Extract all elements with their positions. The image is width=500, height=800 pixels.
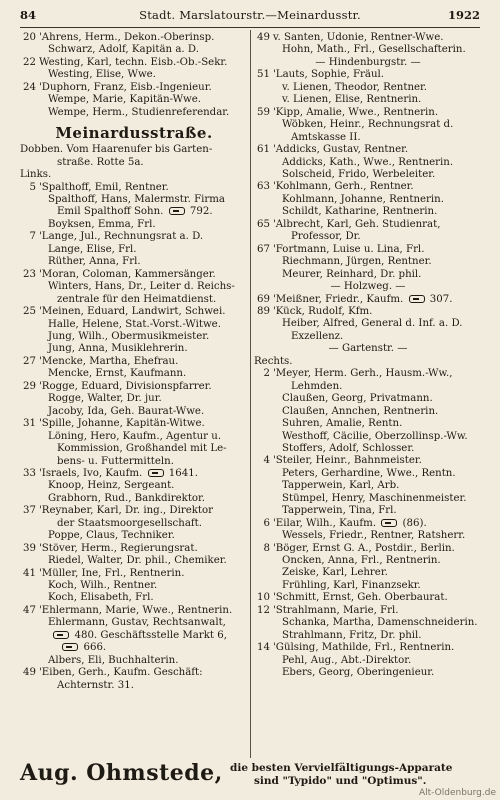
entry-text: v. Lienen, Theodor, Rentner. (282, 81, 428, 93)
house-number: 61 (257, 144, 270, 156)
directory-entry (20, 480, 248, 492)
entry-text: zentrale für den Heimatdienst. (57, 293, 217, 305)
telephone-icon (53, 631, 69, 639)
directory-entry (20, 169, 248, 181)
house-number: 49 (257, 32, 270, 43)
entry-text: Stümpel, Henry, Maschinenmeister. (282, 492, 467, 504)
phone-number: 1641. (165, 467, 198, 479)
entry-text: Poppe, Claus, Techniker. (48, 530, 175, 542)
directory-entry (20, 206, 248, 218)
entry-text: 'Spalthoff, Emil, Rentner. (39, 181, 169, 193)
directory-entry (20, 44, 248, 56)
entry-text: Halle, Helene, Stat.-Vorst.-Witwe. (48, 318, 221, 330)
header-rule (20, 27, 480, 28)
directory-entry (254, 567, 482, 579)
ad-company-name: Aug. Ohmstede, (20, 760, 223, 786)
entry-text: 'Steiler, Heinr., Bahnmeister. (273, 455, 422, 467)
directory-entry (20, 194, 248, 206)
phone-number: 480. (71, 629, 98, 641)
ad-line-1: die besten Vervielfältigungs-Apparate (230, 762, 453, 774)
directory-entry (254, 331, 482, 343)
entry-text: 'Moran, Coloman, Kammersänger. (39, 268, 216, 280)
page-title: Stadt. Marslatourstr.—Meinardusstr. (139, 8, 361, 22)
directory-entry (254, 455, 482, 467)
directory-entry (254, 580, 482, 592)
house-number: 67 (257, 243, 270, 255)
directory-entry (254, 368, 482, 380)
entry-text: Wempe, Herm., Studienreferendar. (48, 106, 230, 118)
entry-text: 'Lauts, Sophie, Fräul. (273, 69, 385, 81)
directory-entry (20, 306, 248, 318)
directory-entry (20, 319, 248, 331)
house-number: 10 (257, 592, 270, 604)
directory-entry (20, 493, 248, 505)
house-number: 27 (23, 355, 36, 367)
directory-entry (254, 642, 482, 654)
entry-text: Schildt, Katharine, Rentnerin. (282, 206, 438, 218)
house-number: 24 (23, 81, 36, 93)
entry-text: Claußen, Annchen, Rentnerin. (282, 405, 439, 417)
house-number: 12 (257, 604, 270, 616)
entry-text: Albers, Eli, Buchhalterin. (48, 654, 179, 666)
directory-entry (20, 468, 248, 480)
entry-text: Dobben. Vom Haarenufer bis Garten- (20, 144, 213, 156)
directory-entry (20, 667, 248, 679)
house-number: 37 (23, 505, 36, 517)
directory-entry (254, 406, 482, 418)
house-number: 69 (257, 293, 270, 305)
directory-entry (254, 157, 482, 169)
directory-entry (254, 480, 482, 492)
cross-street: — Holzweg. — (330, 281, 406, 293)
directory-entry (20, 418, 248, 430)
directory-entry (254, 318, 482, 330)
directory-entry (254, 443, 482, 455)
entry-text: 'Addicks, Gustav, Rentner. (273, 144, 409, 156)
right-column (254, 32, 482, 680)
directory-entry (254, 630, 482, 642)
directory-entry (254, 256, 482, 268)
directory-entry (20, 555, 248, 567)
entry-text: Addicks, Kath., Wwe., Rentnerin. (282, 156, 454, 168)
entry-text: 'Fortmann, Luise u. Lina, Frl. (273, 243, 425, 255)
directory-entry (254, 543, 482, 555)
entry-text: Oncken, Anna, Frl., Rentnerin. (282, 555, 441, 567)
directory-entry (254, 269, 482, 281)
directory-entry (20, 505, 248, 517)
column-divider (250, 30, 251, 758)
entry-text: Claußen, Georg, Privatmann. (282, 393, 433, 405)
entry-text: straße. Rotte 5a. (57, 156, 144, 168)
directory-entry (254, 32, 482, 44)
entry-text: Lange, Elise, Frl. (48, 243, 137, 255)
entry-text-continued: Geschäftsstelle Markt 6, (97, 629, 227, 641)
directory-entry (254, 69, 482, 81)
directory-entry (20, 256, 248, 268)
ad-line-2: sind "Typido" und "Optimus". (254, 775, 427, 787)
directory-entry (254, 219, 482, 231)
directory-entry (254, 393, 482, 405)
cross-street: — Gartenstr. — (328, 343, 408, 355)
telephone-icon (62, 643, 78, 651)
entry-text: Frühling, Karl, Finanzsekr. (282, 579, 421, 591)
entry-text: 'Schmitt, Ernst, Geh. Oberbaurat. (273, 592, 448, 604)
entry-text: Mencke, Ernst, Kaufmann. (48, 368, 187, 380)
entry-text: Peters, Gerhardine, Wwe., Rentn. (282, 467, 456, 479)
entry-text: Rüther, Anna, Frl. (48, 256, 141, 268)
entry-text: Grabhorn, Rud., Bankdirektor. (48, 492, 206, 504)
entry-text: Rechts. (254, 355, 293, 367)
entry-text: Wempe, Marie, Kapitän-Wwe. (48, 94, 202, 106)
entry-text: Ehlermann, Gustav, Rechtsanwalt, (48, 617, 226, 629)
directory-entry (20, 107, 248, 119)
directory-entry (20, 368, 248, 380)
directory-entry (254, 94, 482, 106)
house-number: 63 (257, 181, 270, 193)
directory-entry (254, 605, 482, 617)
directory-entry (20, 630, 248, 642)
directory-entry (254, 107, 482, 119)
directory-entry (254, 418, 482, 430)
entry-text: 'Israels, Ivo, Kaufm. (39, 467, 143, 479)
entry-text: der Staatsmoorgesellschaft. (57, 517, 202, 529)
directory-entry (254, 505, 482, 517)
entry-text: 'Meinen, Eduard, Landwirt, Schwei. (39, 306, 226, 318)
entry-text: Rogge, Walter, Dr. jur. (48, 393, 162, 405)
ad-text (230, 762, 452, 788)
telephone-icon (169, 207, 185, 215)
entry-text: 'Kohlmann, Gerh., Rentner. (273, 181, 414, 193)
house-number: 20 (23, 32, 36, 43)
entry-text: Professor, Dr. (291, 231, 361, 243)
entry-text: Zeiske, Karl, Lehrer. (282, 567, 388, 579)
directory-entry (254, 667, 482, 679)
directory-entry (254, 231, 482, 243)
entry-text: 'Stöver, Herm., Regierungsrat. (39, 542, 198, 554)
entry-text: Koch, Elisabeth, Frl. (48, 592, 154, 604)
directory-entry (254, 294, 482, 306)
entry-text: 'Reynaber, Karl, Dr. ing., Direktor (39, 505, 214, 517)
entry-text: Westing, Karl, techn. Eisb.-Ob.-Sekr. (39, 56, 228, 68)
directory-entry (20, 69, 248, 81)
directory-entry (254, 381, 482, 393)
watermark: Alt-Oldenburg.de (418, 788, 496, 798)
directory-entry (20, 680, 248, 692)
entry-text: 'Müller, Ine, Frl., Rentnerin. (39, 567, 185, 579)
directory-entry (20, 294, 248, 306)
entry-text: 'Eiben, Gerh., Kaufm. Geschäft: (39, 667, 203, 679)
entry-text: Jung, Anna, Musiklehrerin. (48, 343, 188, 355)
entry-text: Boyksen, Emma, Frl. (48, 218, 156, 230)
directory-entry (20, 393, 248, 405)
entry-text: Kohlmann, Johanne, Rentnerin. (282, 193, 444, 205)
directory-entry (20, 231, 248, 243)
house-number: 51 (257, 69, 270, 81)
entry-text: v. Lienen, Elise, Rentnerin. (282, 94, 422, 106)
entry-text: Strahlmann, Fritz, Dr. phil. (282, 629, 422, 641)
directory-entry (254, 82, 482, 94)
directory-entry (254, 132, 482, 144)
directory-entry (20, 580, 248, 592)
directory-entry (20, 343, 248, 355)
directory-entry (20, 219, 248, 231)
house-number: 2 (263, 368, 270, 380)
directory-entry (20, 443, 248, 455)
entry-text: Wöbken, Heinr., Rechnungsrat d. (282, 119, 454, 131)
house-number: 23 (23, 268, 36, 280)
house-number: 49 (23, 667, 36, 679)
phone-number: (86). (399, 517, 427, 529)
directory-entry (254, 181, 482, 193)
entry-text: Links. (20, 169, 52, 181)
directory-entry (20, 592, 248, 604)
directory-entry (20, 182, 248, 194)
entry-text: Heiber, Alfred, General d. Inf. a. D. (282, 318, 463, 330)
entry-text: Westing, Elise, Wwe. (48, 69, 156, 81)
entry-text: 'Kipp, Amalie, Wwe., Rentnerin. (273, 106, 439, 118)
entry-text: 'Rogge, Eduard, Divisionspfarrer. (39, 380, 212, 392)
directory-entry (20, 605, 248, 617)
phone-number: 307. (426, 293, 453, 305)
entry-text: 'Lange, Jul., Rechnungsrat a. D. (39, 231, 204, 243)
directory-entry (254, 592, 482, 604)
entry-text: Wessels, Friedr., Rentner, Ratsherr. (282, 530, 466, 542)
phone-number: 666. (80, 642, 107, 654)
entry-text: Emil Spalthoff Sohn. (57, 206, 164, 218)
entry-text: 'Albrecht, Karl, Geh. Studienrat, (273, 218, 441, 230)
directory-entry (254, 356, 482, 368)
directory-entry (254, 244, 482, 256)
entry-text: bens- u. Futtermitteln. (57, 455, 174, 467)
directory-entry (254, 169, 482, 181)
entry-text: Meurer, Reinhard, Dr. phil. (282, 268, 422, 280)
house-number: 4 (263, 455, 270, 467)
directory-entry (254, 617, 482, 629)
entry-text: Ebers, Georg, Oberingenieur. (282, 667, 435, 679)
house-number: 47 (23, 604, 36, 616)
directory-entry (254, 555, 482, 567)
entry-text: Knoop, Heinz, Sergeant. (48, 480, 175, 492)
house-number: 41 (23, 567, 36, 579)
telephone-icon (381, 519, 397, 527)
house-number: 7 (29, 231, 36, 243)
entry-text: Spalthoff, Hans, Malermstr. Firma (48, 193, 225, 205)
entry-text: 'Meißner, Friedr., Kaufm. (273, 293, 404, 305)
entry-text: Schanka, Martha, Damenschneiderin. (282, 617, 478, 629)
entry-text: Tapperwein, Tina, Frl. (282, 505, 397, 517)
entry-text: Achternstr. 31. (57, 679, 134, 691)
directory-entry (254, 655, 482, 667)
entry-text: 'Meyer, Herm. Gerh., Hausm.-Ww., (273, 368, 453, 380)
directory-entry (20, 82, 248, 94)
directory-entry (20, 642, 248, 654)
directory-entry (254, 530, 482, 542)
entry-text: Pehl, Aug., Abt.-Direktor. (282, 654, 412, 666)
directory-entry (254, 431, 482, 443)
directory-entry (254, 44, 482, 56)
house-number: 29 (23, 380, 36, 392)
entry-text: 'Mencke, Martha, Ehefrau. (39, 355, 179, 367)
entry-text: 'Gülsing, Mathilde, Frl., Rentnerin. (273, 642, 455, 654)
directory-entry (20, 543, 248, 555)
entry-text: 'Strahlmann, Marie, Frl. (273, 604, 399, 616)
entry-text: Winters, Hans, Dr., Leiter d. Reichs- (48, 281, 235, 293)
entry-text: Lehmden. (291, 380, 343, 392)
entry-text: Suhren, Amalie, Rentn. (282, 418, 403, 430)
directory-entry (20, 406, 248, 418)
directory-entry (20, 57, 248, 69)
telephone-icon (409, 295, 425, 303)
house-number: 5 (29, 181, 36, 193)
page-header (20, 8, 480, 24)
directory-entry (20, 157, 248, 169)
directory-entry (20, 144, 248, 156)
entry-text: Westhoff, Cäcilie, Oberzollinsp.-Ww. (282, 430, 468, 442)
entry-text: Amtskasse II. (291, 131, 361, 143)
directory-entry (254, 468, 482, 480)
house-number: 59 (257, 106, 270, 118)
directory-entry (20, 32, 248, 44)
directory-entry (20, 381, 248, 393)
entry-text: 'Duphorn, Franz, Eisb.-Ingenieur. (39, 81, 212, 93)
entry-text: 'Ahrens, Herm., Dekon.-Oberinsp. (39, 32, 215, 43)
directory-entry (20, 456, 248, 468)
directory-entry (20, 655, 248, 667)
directory-entry (254, 144, 482, 156)
directory-entry (254, 206, 482, 218)
house-number: 65 (257, 218, 270, 230)
entry-text: Jacoby, Ida, Geh. Baurat-Wwe. (48, 405, 205, 417)
directory-entry (20, 94, 248, 106)
house-number: 33 (23, 467, 36, 479)
directory-entry (20, 431, 248, 443)
entry-text: Exzellenz. (291, 330, 344, 342)
directory-entry (20, 281, 248, 293)
entry-text: Solscheid, Frido, Werbeleiter. (282, 168, 436, 180)
house-number: 6 (263, 517, 270, 529)
directory-entry (20, 269, 248, 281)
entry-text: v. Santen, Udonie, Rentner-Wwe. (273, 32, 444, 43)
house-number: 89 (257, 305, 270, 317)
year: 1922 (447, 8, 480, 22)
directory-entry (254, 119, 482, 131)
house-number: 25 (23, 306, 36, 318)
house-number: 14 (257, 642, 270, 654)
directory-entry (254, 194, 482, 206)
entry-text: Riedel, Walter, Dr. phil., Chemiker. (48, 555, 227, 567)
directory-entry (20, 244, 248, 256)
street-heading: Meinardusstraße. (55, 124, 213, 143)
entry-text: Tapperwein, Karl, Arb. (282, 480, 400, 492)
directory-entry (254, 306, 482, 318)
entry-text: 'Ehlermann, Marie, Wwe., Rentnerin. (39, 604, 233, 616)
directory-entry (20, 518, 248, 530)
house-number: 39 (23, 542, 36, 554)
directory-entry (20, 617, 248, 629)
entry-text: 'Böger, Ernst G. A., Postdir., Berlin. (273, 542, 455, 554)
entry-text: Schwarz, Adolf, Kapitän a. D. (48, 44, 199, 56)
advertisement (20, 760, 480, 792)
directory-entry (254, 493, 482, 505)
entry-text: 'Eilar, Wilh., Kaufm. (273, 517, 377, 529)
entry-text: 'Kück, Rudolf, Kfm. (273, 305, 373, 317)
entry-text: 'Spille, Johanne, Kapitän-Witwe. (39, 418, 205, 430)
entry-text: Riechmann, Jürgen, Rentner. (282, 256, 432, 268)
directory-entry (20, 568, 248, 580)
entry-text: Löning, Hero, Kaufm., Agentur u. (48, 430, 222, 442)
directory-entry (20, 331, 248, 343)
entry-text: Jung, Wilh., Obermusikmeister. (48, 330, 210, 342)
house-number: 8 (263, 542, 270, 554)
left-column (20, 32, 248, 692)
directory-entry (20, 356, 248, 368)
entry-text: Hohn, Math., Frl., Gesellschafterin. (282, 44, 466, 56)
directory-entry (20, 530, 248, 542)
phone-number: 792. (186, 206, 213, 218)
house-number: 22 (23, 56, 36, 68)
entry-text: Stoffers, Adolf, Schlosser. (282, 442, 415, 454)
house-number: 31 (23, 418, 36, 430)
cross-street: — Hindenburgstr. — (315, 56, 421, 68)
telephone-icon (148, 469, 164, 477)
entry-text: Koch, Wilh., Rentner. (48, 580, 158, 592)
directory-entry (254, 518, 482, 530)
page-number: 84 (20, 8, 37, 22)
entry-text: Kommission, Großhandel mit Le- (57, 443, 227, 455)
